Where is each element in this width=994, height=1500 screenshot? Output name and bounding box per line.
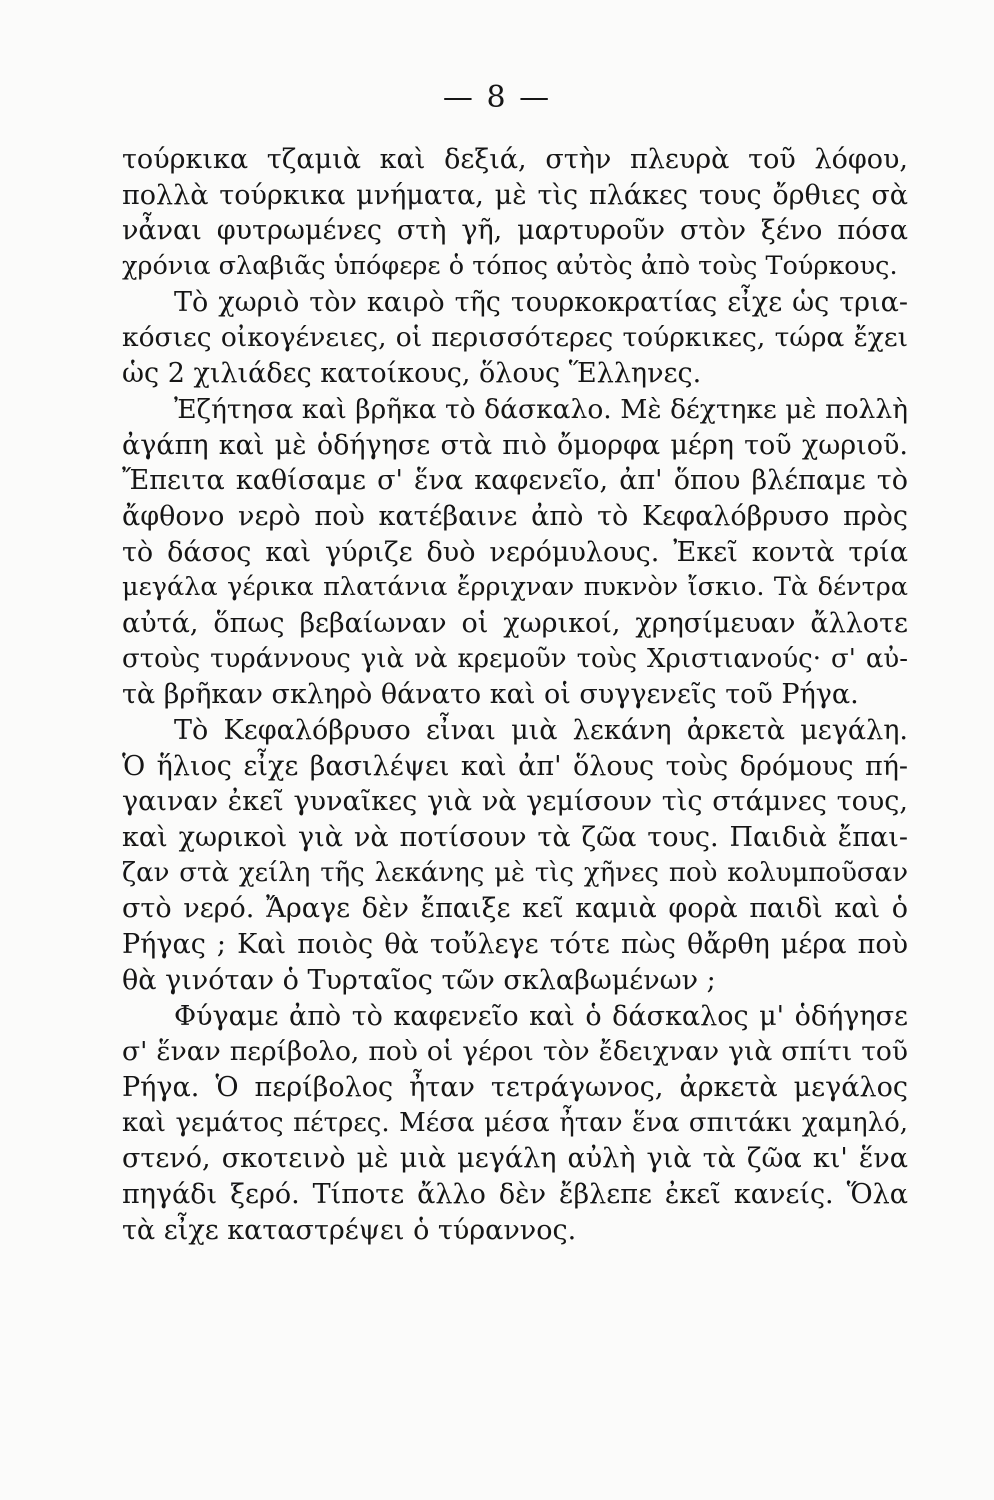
text-line: ζαν στὰ χείλη τῆς λεκάνης μὲ τὶς χῆνες ποὺ κολυμποῦσαν — [122, 857, 908, 888]
text-line: στὸ νερό. Ἄραγε δὲν ἔπαιξε κεῖ καμιὰ φορὰ παιδὶ καὶ ὁ — [122, 893, 908, 925]
text-line: καὶ γεμάτος πέτρες. Μέσα μέσα ἦταν ἕνα σπιτάκι χαμηλό, — [122, 1107, 908, 1138]
text-line: Ὁ ἥλιος εἶχε βασιλέψει καὶ ἀπ' ὅλους τοὺς δρόμους πή- — [122, 750, 908, 782]
text-line: σ' ἕναν περίβολο, ποὺ οἱ γέροι τὸν ἔδειχναν γιὰ σπίτι τοῦ — [122, 1036, 908, 1068]
text-line: Τὸ χωριὸ τὸν καιρὸ τῆς τουρκοκρατίας εἶχε ὡς τρια- — [174, 286, 908, 318]
text-line: στενό, σκοτεινὸ μὲ μιὰ μεγάλη αὐλὴ γιὰ τὰ ζῶα κι' ἕνα — [122, 1143, 908, 1175]
text-line: Ρήγας ; Καὶ ποιὸς θὰ τοὔλεγε τότε πὼς θἄρθη μέρα ποὺ — [122, 929, 908, 961]
text-line: νἆναι φυτρωμένες στὴ γῆ, μαρτυροῦν στὸν ξένο πόσα — [122, 215, 908, 247]
page-number: — 8 — — [442, 80, 552, 115]
text-line: πηγάδι ξερό. Τίποτε ἄλλο δὲν ἔβλεπε ἐκεῖ κανείς. Ὅλα — [122, 1178, 908, 1210]
text-line: τὸ δάσος καὶ γύριζε δυὸ νερόμυλους. Ἐκεῖ κοντὰ τρία — [122, 536, 908, 568]
text-line: αὐτά, ὅπως βεβαίωναν οἱ χωρικοί, χρησίμευαν ἄλλοτε — [122, 607, 908, 639]
text-line: στοὺς τυράννους γιὰ νὰ κρεμοῦν τοὺς Χριστιανούς· σ' αὐ- — [122, 643, 908, 674]
text-line: γαιναν ἐκεῖ γυναῖκες γιὰ νὰ γεμίσουν τὶς στάμνες τους, — [122, 786, 908, 818]
text-line: Ἔπειτα καθίσαμε σ' ἕνα καφενεῖο, ἀπ' ὅπου βλέπαμε τὸ — [122, 465, 908, 497]
text-line: ἄφθονο νερὸ ποὺ κατέβαινε ἀπὸ τὸ Κεφαλόβρυσο πρὸς — [122, 500, 908, 532]
text-line: τὰ εἶχε καταστρέψει ὁ τύραννος. — [122, 1214, 577, 1246]
text-line: μεγάλα γέρικα πλατάνια ἔρριχναν πυκνὸν ἴσκιο. Τὰ δέντρα — [122, 572, 908, 603]
text-line: καὶ χωρικοὶ γιὰ νὰ ποτίσουν τὰ ζῶα τους. Παιδιὰ ἔπαι- — [122, 822, 908, 854]
text-line: Φύγαμε ἀπὸ τὸ καφενεῖο καὶ ὁ δάσκαλος μ' ὁδήγησε — [174, 1000, 908, 1032]
text-line: Ρήγα. Ὁ περίβολος ἦταν τετράγωνος, ἀρκετὰ μεγάλος — [122, 1071, 908, 1103]
text-line: Τὸ Κεφαλόβρυσο εἶναι μιὰ λεκάνη ἀρκετὰ μεγάλη. — [174, 715, 908, 746]
text-line: Ἐζήτησα καὶ βρῆκα τὸ δάσκαλο. Μὲ δέχτηκε μὲ πολλὴ — [174, 393, 908, 425]
text-line: κόσιες οἰκογένειες, οἱ περισσότερες τούρκικες, τώρα ἔχει — [122, 322, 908, 354]
text-line: πολλὰ τούρκικα μνήματα, μὲ τὶς πλάκες τους ὄρθιες σὰ — [122, 179, 908, 211]
text-line: τούρκικα τζαμιὰ καὶ δεξιά, στὴν πλευρὰ τοῦ λόφου, — [122, 144, 908, 175]
text-line: θὰ γινόταν ὁ Τυρταῖος τῶν σκλαβωμένων ; — [122, 964, 716, 996]
text-line: ἀγάπη καὶ μὲ ὁδήγησε στὰ πιὸ ὄμορφα μέρη τοῦ χωριοῦ. — [122, 429, 908, 461]
text-line: χρόνια σλαβιᾶς ὑπόφερε ὁ τόπος αὐτὸς ἀπὸ τοὺς Τούρκους. — [122, 251, 898, 282]
text-line: τὰ βρῆκαν σκληρὸ θάνατο καὶ οἱ συγγενεῖς τοῦ Ρήγα. — [122, 679, 859, 711]
text-line: ὡς 2 χιλιάδες κατοίκους, ὅλους Ἕλληνες. — [122, 358, 702, 390]
body-text — [122, 142, 908, 1248]
